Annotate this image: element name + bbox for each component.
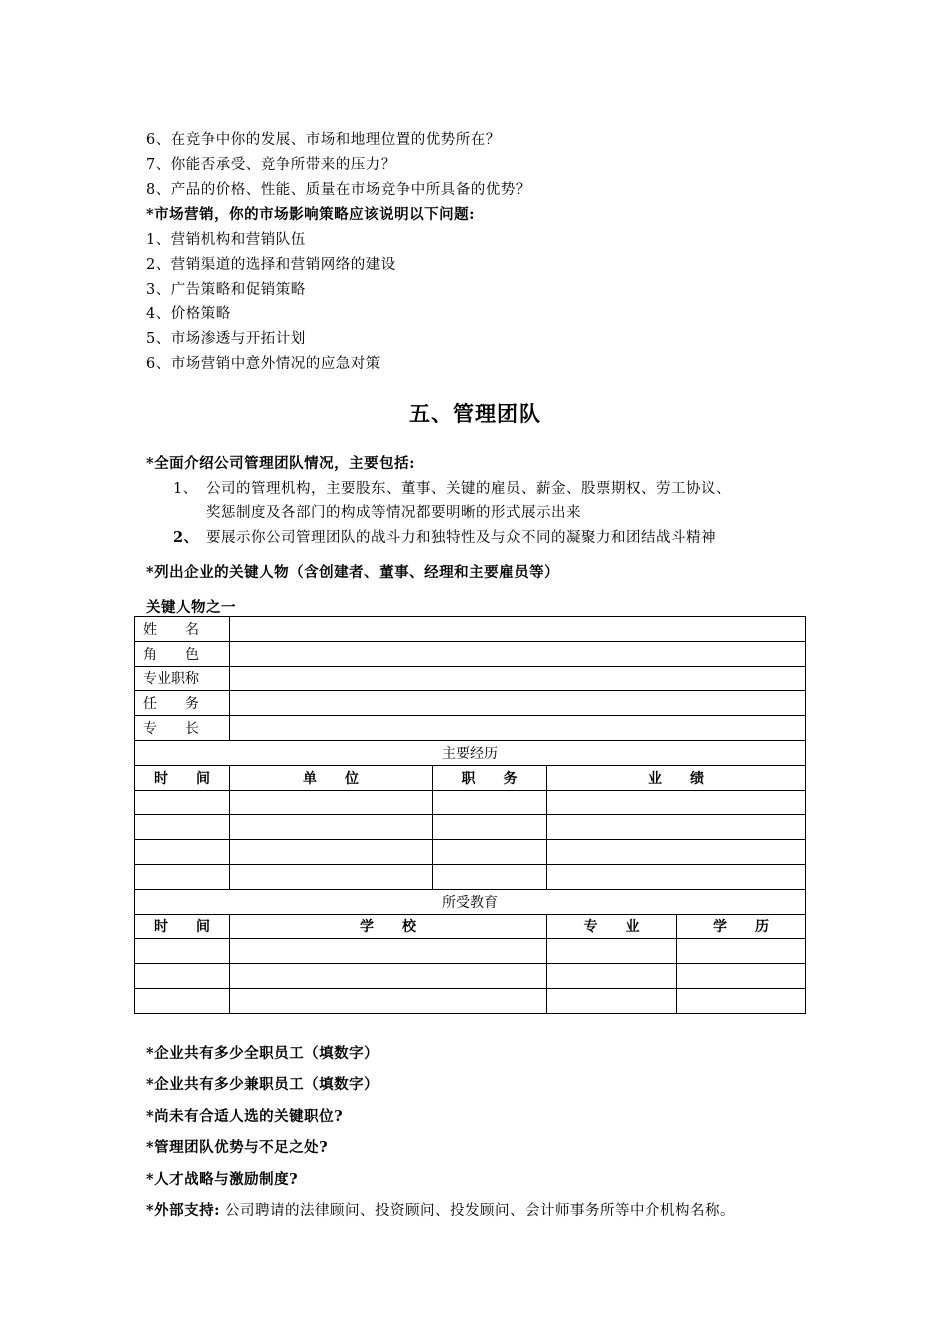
list-item: 1、营销机构和营销队伍: [146, 232, 306, 248]
external-support-label: *外部支持:: [146, 1202, 220, 1219]
column-header: 单 位: [230, 765, 433, 790]
column-header: 学 历: [677, 914, 806, 939]
column-header: 学 校: [230, 914, 547, 939]
table-row: [135, 740, 806, 765]
intro-item-text: 奖惩制度及各部门的构成等情况都要明晰的形式展示出来: [206, 505, 581, 521]
table-row: [135, 691, 806, 716]
marketing-heading: *市场营销，你的市场影响策略应该说明以下问题:: [146, 206, 475, 223]
table-cell[interactable]: [135, 939, 230, 964]
external-support-text: 公司聘请的法律顾问、投资顾问、投发顾问、会计师事务所等中介机构名称。: [225, 1203, 736, 1219]
table-cell[interactable]: [433, 864, 547, 889]
question-item: *尚未有合适人选的关键职位?: [146, 1108, 344, 1125]
table-cell[interactable]: [230, 864, 433, 889]
list-item: 5、市场渗透与开拓计划: [146, 331, 306, 347]
table-cell[interactable]: [135, 840, 230, 865]
table-row: [135, 840, 806, 865]
table-cell[interactable]: [547, 815, 806, 840]
education-section-title: 所受教育: [135, 889, 806, 914]
table-cell[interactable]: [677, 964, 806, 989]
table-row: [135, 617, 806, 642]
table-cell[interactable]: [433, 815, 547, 840]
table-cell[interactable]: [230, 840, 433, 865]
table-row: [135, 988, 806, 1013]
column-header: 职 务: [433, 765, 547, 790]
table-row: [135, 964, 806, 989]
table-cell[interactable]: [677, 939, 806, 964]
table-caption: 关键人物之一: [146, 599, 236, 616]
profile-value-cell[interactable]: [230, 641, 806, 666]
profile-label: 角 色: [135, 641, 230, 666]
list-item: 8、产品的价格、性能、质量在市场竞争中所具备的优势？: [146, 182, 531, 198]
table-cell[interactable]: [433, 840, 547, 865]
table-row: [135, 790, 806, 815]
table-cell[interactable]: [135, 815, 230, 840]
table-row: [135, 864, 806, 889]
table-cell[interactable]: [547, 939, 677, 964]
list-item: 3、广告策略和促销策略: [146, 282, 306, 298]
table-cell[interactable]: [547, 964, 677, 989]
table-row: [135, 666, 806, 691]
profile-label: 专 长: [135, 716, 230, 741]
table-cell[interactable]: [547, 864, 806, 889]
intro-item-number: 1、: [173, 481, 198, 497]
table-cell[interactable]: [230, 790, 433, 815]
list-item: 6、市场营销中意外情况的应急对策: [146, 356, 381, 372]
column-header: 时 间: [135, 914, 230, 939]
intro-item-text: 公司的管理机构，主要股东、董事、关键的雇员、薪金、股票期权、劳工协议、: [206, 481, 731, 497]
column-header: 专 业: [547, 914, 677, 939]
experience-section-title: 主要经历: [135, 740, 806, 765]
table-cell[interactable]: [135, 864, 230, 889]
profile-value-cell[interactable]: [230, 617, 806, 642]
table-cell[interactable]: [230, 988, 547, 1013]
table-row: [135, 889, 806, 914]
table-row: [135, 815, 806, 840]
table-cell[interactable]: [433, 790, 547, 815]
table-row: [135, 939, 806, 964]
list-item: 2、营销渠道的选择和营销网络的建设: [146, 257, 396, 273]
table-cell[interactable]: [677, 988, 806, 1013]
intro-heading: *全面介绍公司管理团队情况，主要包括:: [146, 455, 415, 472]
table-cell[interactable]: [230, 815, 433, 840]
external-support: [146, 1199, 735, 1220]
question-item: *企业共有多少全职员工（填数字）: [146, 1045, 380, 1062]
intro-item-number: 2、: [173, 529, 199, 546]
profile-value-cell[interactable]: [230, 716, 806, 741]
profile-value-cell[interactable]: [230, 666, 806, 691]
list-item: 6、在竞争中你的发展、市场和地理位置的优势所在？: [146, 132, 501, 148]
table-cell[interactable]: [547, 790, 806, 815]
table-cell[interactable]: [230, 964, 547, 989]
table-row: [135, 716, 806, 741]
section-title: 五、管理团队: [409, 401, 541, 426]
table-cell[interactable]: [547, 988, 677, 1013]
list-item: 7、你能否承受、竞争所带来的压力？: [146, 157, 396, 173]
list-item: 4、价格策略: [146, 306, 231, 322]
intro-item-text: 要展示你公司管理团队的战斗力和独特性及与众不同的凝聚力和团结战斗精神: [206, 530, 716, 546]
question-item: *企业共有多少兼职员工（填数字）: [146, 1076, 380, 1093]
table-header-row: [135, 914, 806, 939]
key-people-heading: *列出企业的关键人物（含创建者、董事、经理和主要雇员等）: [146, 564, 560, 581]
table-cell[interactable]: [135, 790, 230, 815]
table-header-row: [135, 765, 806, 790]
table-cell[interactable]: [135, 988, 230, 1013]
profile-value-cell[interactable]: [230, 691, 806, 716]
profile-label: 专业职称: [135, 666, 230, 691]
question-item: *人才战略与激励制度?: [146, 1171, 299, 1188]
table-cell[interactable]: [135, 964, 230, 989]
table-row: [135, 641, 806, 666]
key-person-table: [134, 616, 806, 1014]
question-item: *管理团队优势与不足之处?: [146, 1139, 329, 1156]
column-header: 时 间: [135, 765, 230, 790]
table-cell[interactable]: [547, 840, 806, 865]
column-header: 业 绩: [547, 765, 806, 790]
table-cell[interactable]: [230, 939, 547, 964]
profile-label: 任 务: [135, 691, 230, 716]
profile-label: 姓 名: [135, 617, 230, 642]
